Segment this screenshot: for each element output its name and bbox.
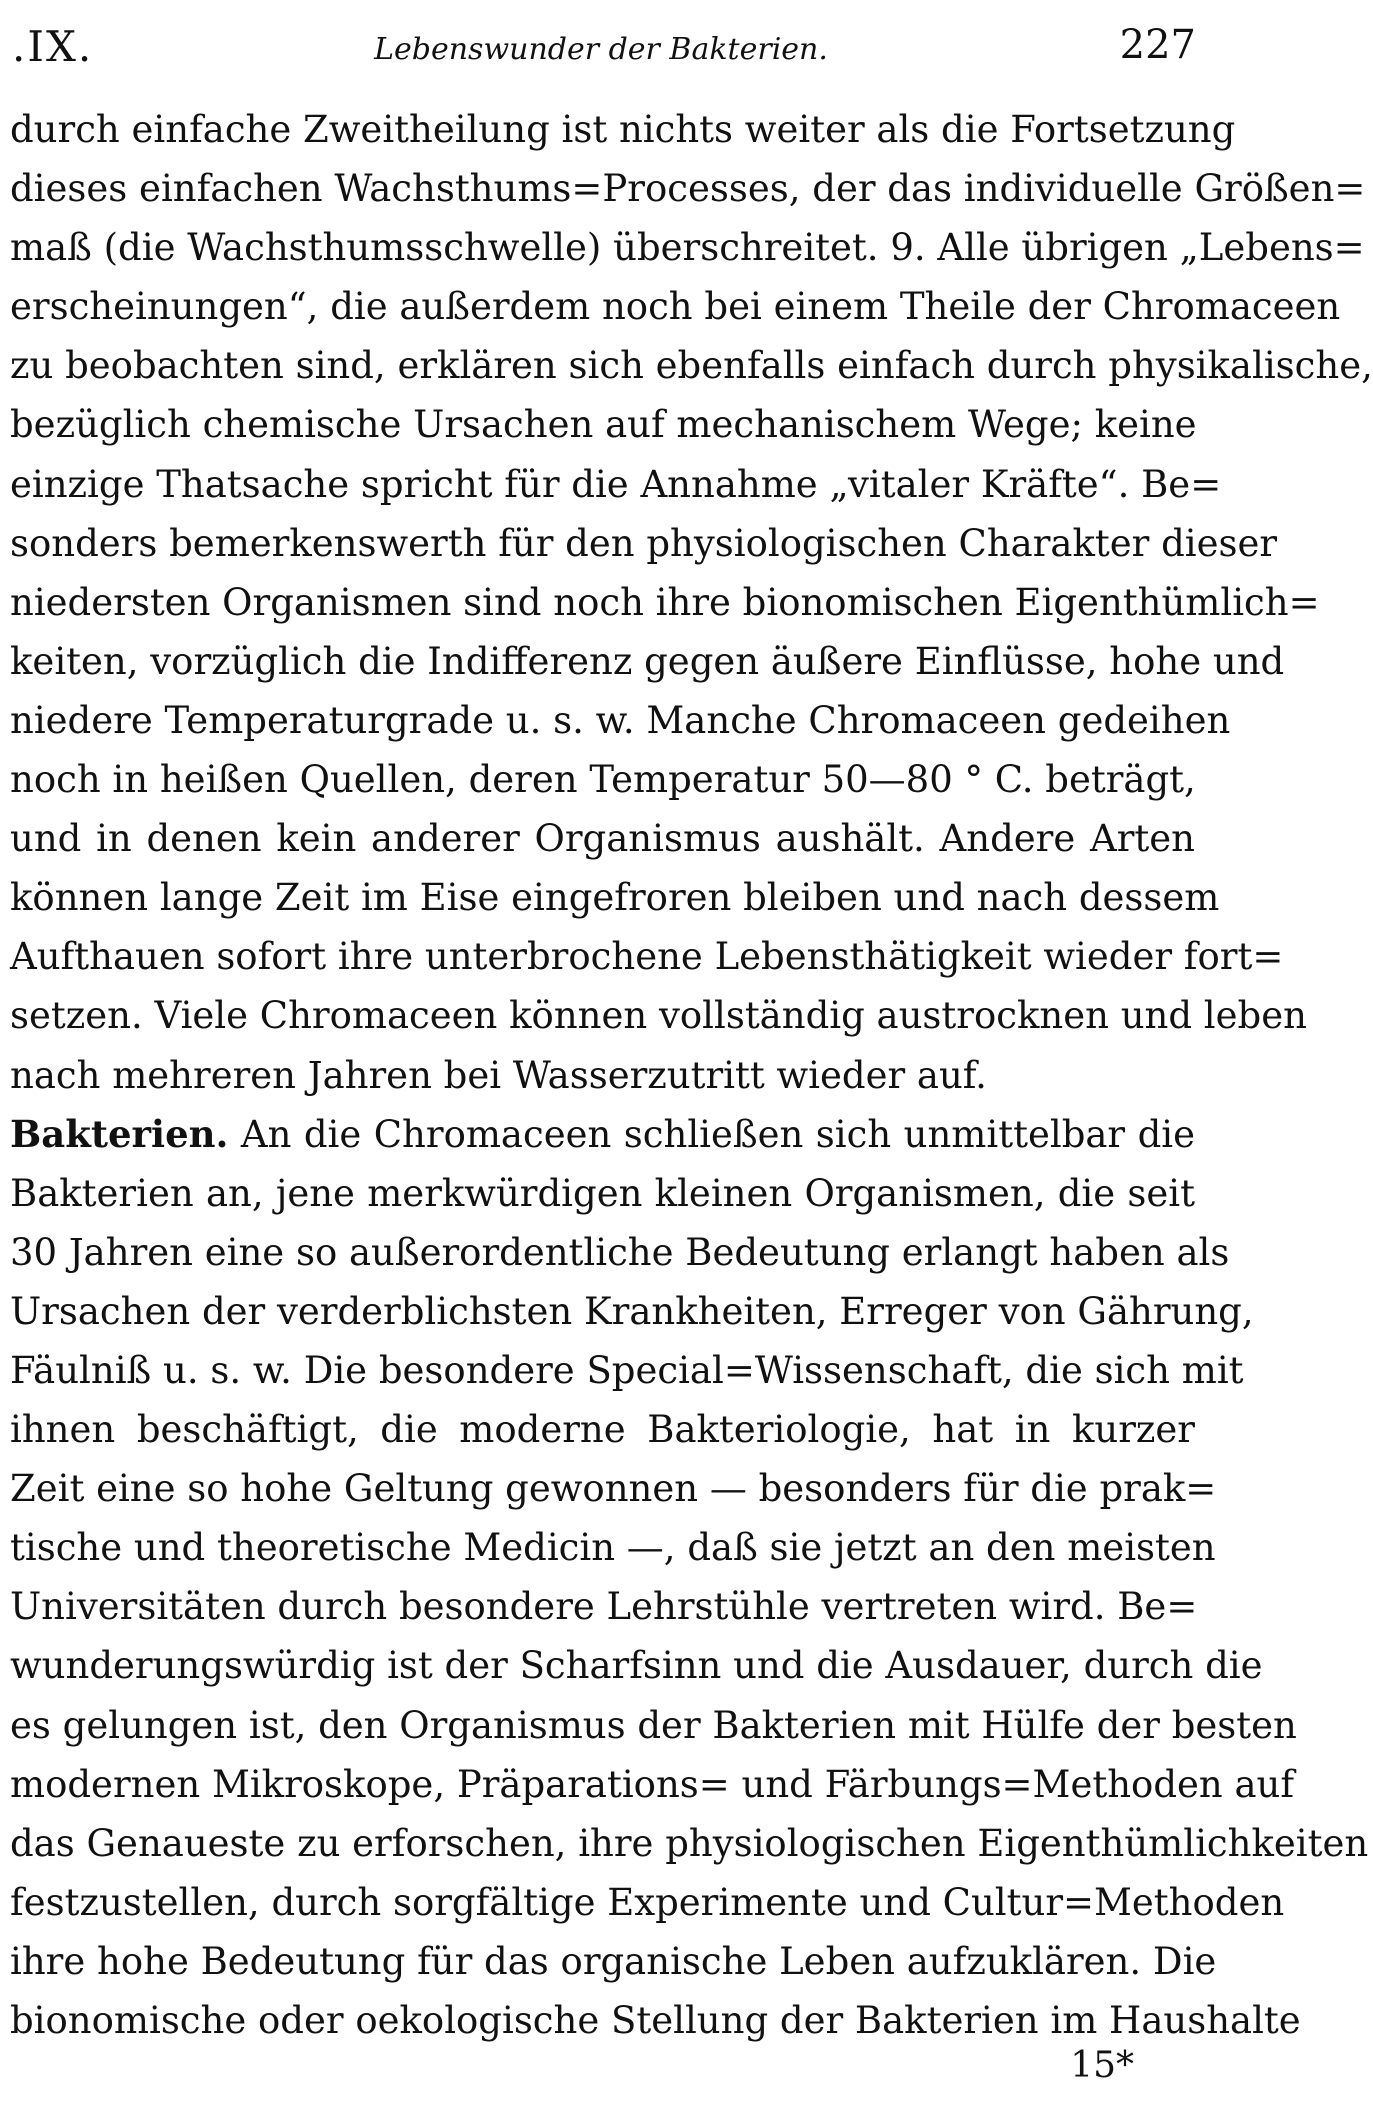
- text-line: dieses einfachen Wachsthums=Processes, der das individuelle Größen=: [10, 167, 1366, 211]
- text-line: niedersten Organismen sind noch ihre bionomischen Eigenthümlich=: [10, 580, 1320, 624]
- text-line: erscheinungen“, die außerdem noch bei einem Theile der Chromaceen: [10, 285, 1341, 329]
- text-line: niedere Temperaturgrade u. s. w. Manche Chromaceen gedeihen: [10, 698, 1231, 742]
- text-line: Zeit eine so hohe Geltung gewonnen — besonders für die prak=: [10, 1467, 1217, 1511]
- text-line: festzustellen, durch sorgfältige Experimente und Cultur=Methoden: [10, 1880, 1285, 1924]
- section-heading: Bakterien.: [10, 1111, 229, 1156]
- text-line: Ursachen der verderblichsten Krankheiten, Erreger von Gährung,: [10, 1289, 1254, 1333]
- section-first-line: [10, 1105, 1195, 1164]
- text-line: und in denen kein anderer Organismus aushält. Andere Arten: [10, 817, 1195, 861]
- text-line: nach mehreren Jahren bei Wasserzutritt wieder auf.: [10, 1053, 987, 1097]
- text-line: Aufthauen sofort ihre unterbrochene Lebensthätigkeit wieder fort=: [10, 935, 1284, 979]
- text-line: modernen Mikroskope, Präparations= und Färbungs=Methoden auf: [10, 1762, 1295, 1806]
- chapter-number: .IX.: [12, 22, 94, 71]
- text-line: maß (die Wachsthumsschwelle) überschreitet. 9. Alle übrigen „Lebens=: [10, 226, 1365, 270]
- text-line: das Genaueste zu erforschen, ihre physiologischen Eigenthümlichkeiten: [10, 1821, 1369, 1865]
- text-line: einzige Thatsache spricht für die Annahme „vitaler Kräfte“. Be=: [10, 462, 1222, 506]
- text-line: bezüglich chemische Ursachen auf mechanischem Wege; keine: [10, 403, 1197, 447]
- body-text: [10, 100, 1373, 2050]
- text-line: Bakterien an, jene merkwürdigen kleinen Organismen, die seit: [10, 1171, 1195, 1215]
- text-line: ihnen beschäftigt, die moderne Bakteriologie, hat in kurzer: [10, 1408, 1195, 1452]
- text-line: es gelungen ist, den Organismus der Bakterien mit Hülfe der besten: [10, 1703, 1297, 1747]
- text-line: sonders bemerkenswerth für den physiologischen Charakter dieser: [10, 521, 1278, 565]
- section-first-line-text: An die Chromaceen schließen sich unmittelbar die: [240, 1112, 1195, 1156]
- text-line: 30 Jahren eine so außerordentliche Bedeutung erlangt haben als: [10, 1230, 1230, 1274]
- page-number: 227: [1119, 22, 1196, 68]
- signature-mark: 15*: [1070, 2045, 1134, 2086]
- text-line: ihre hohe Bedeutung für das organische Leben aufzuklären. Die: [10, 1939, 1217, 1983]
- text-line: bionomische oder oekologische Stellung der Bakterien im Haushalte: [10, 1999, 1301, 2042]
- text-line: keiten, vorzüglich die Indifferenz gegen äußere Einflüsse, hohe und: [10, 639, 1285, 683]
- text-line: durch einfache Zweitheilung ist nichts weiter als die Fortsetzung: [10, 108, 1236, 151]
- text-line: zu beobachten sind, erklären sich ebenfalls einfach durch physikalische,: [10, 344, 1373, 388]
- running-header: [6, 22, 1196, 82]
- text-line: setzen. Viele Chromaceen können vollständig austrocknen und leben: [10, 994, 1307, 1038]
- text-line: können lange Zeit im Eise eingefroren bleiben und nach dessem: [10, 876, 1220, 920]
- running-title: Lebenswunder der Bakterien.: [374, 32, 828, 67]
- text-line: tische und theoretische Medicin —, daß sie jetzt an den meisten: [10, 1526, 1216, 1570]
- text-line: Fäulniß u. s. w. Die besondere Special=Wissenschaft, die sich mit: [10, 1348, 1244, 1392]
- text-line: noch in heißen Quellen, deren Temperatur 50—80 ° C. beträgt,: [10, 758, 1196, 802]
- text-line: wunderungswürdig ist der Scharfsinn und die Ausdauer, durch die: [10, 1644, 1263, 1688]
- text-line: Universitäten durch besondere Lehrstühle vertreten wird. Be=: [10, 1585, 1198, 1629]
